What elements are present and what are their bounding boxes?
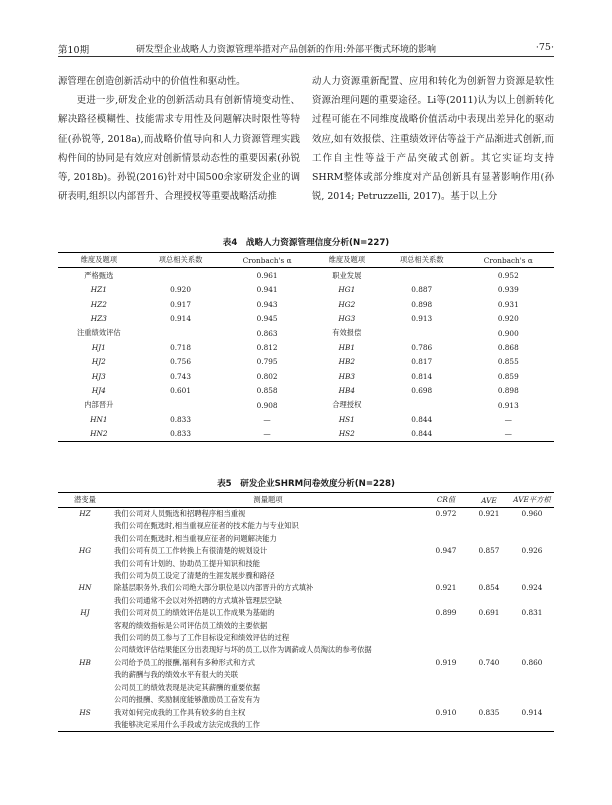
body-column-right [312,72,554,206]
table5-ave: 0.691 [478,608,500,618]
table5-ave: 0.740 [478,657,500,667]
table-row [58,508,554,521]
table4-header: 维度及题项 [313,253,381,268]
table5-cr: 0.972 [435,509,457,518]
table4-cell: 0.863 [256,328,278,338]
latent-variable: HJ [80,608,90,618]
table5-ave: 0.921 [478,509,500,518]
table4-cell: HN1 [90,414,108,424]
table5-header: 潜变量 [58,493,112,508]
table-row [58,283,554,297]
table4-header: Cronbach's α [463,253,554,268]
table4-cell [381,398,463,412]
table-row [58,312,554,326]
table4-cell: 0.858 [256,386,278,396]
measurement-item: 我们公司为员工设定了清楚的生涯发展步骤和路径 [114,571,275,581]
table-row [58,545,554,557]
table4-cell [140,268,222,283]
table5-cr: 0.919 [435,657,457,667]
measurement-item: 我们公司在甄选时,相当重视应征者的技术能力与专业知识 [114,521,299,531]
table5-ave: 0.857 [478,546,500,556]
table4-cell: — [263,429,271,439]
table5-cr: 0.899 [435,608,457,618]
table-row [58,582,554,594]
table5-sqrt: 0.960 [521,509,543,518]
table4-cell: 内部晋升 [84,400,114,410]
table4-cell: 0.833 [170,429,191,439]
measurement-item: 客观的绩效指标是公司评估员工绩效的主要依据 [114,620,268,630]
table4-header: Cronbach's α [221,253,312,268]
table4-cell: HJ2 [91,357,106,367]
table4-cell: 0.868 [497,343,519,353]
table4-cell: HJ1 [91,343,106,353]
measurement-item: 我们公司有员工工作转换上有很清楚的规划设计 [114,546,268,556]
paragraph: 源管理在创造创新活动中的价值性和驱动性。 [58,76,246,87]
table5-header: AVE [468,493,510,508]
table4-cell: 0.941 [256,285,278,295]
table5-sqrt: 0.914 [521,707,543,717]
table4-cell: 0.931 [497,299,519,309]
table-row [58,427,554,442]
measurement-item: 我们公司有计划的、协助员工提升知识和技能 [114,558,260,568]
table5-sqrt: 0.924 [521,583,543,593]
latent-variable: HN [78,583,92,593]
table4-cell: 职业发展 [332,270,362,280]
table5-ave: 0.835 [478,707,500,717]
table5-header: 测量题项 [112,493,424,508]
table4-cell: 0.814 [411,371,433,381]
table-row [58,412,554,426]
table5-header: CR值 [424,493,468,508]
table5-ave: 0.854 [478,583,500,593]
table4-cell: 0.802 [256,371,278,381]
table4-cell: HZ1 [90,285,107,295]
table4-cell: 0.961 [256,271,278,281]
table4-cell: 0.943 [256,299,278,309]
table4-cell: — [504,429,512,439]
table4-cell: 0.917 [170,299,191,309]
table4-cell: HJ4 [91,386,106,396]
table4-cell: 注重绩效评估 [76,328,121,338]
table4-cell: HG2 [338,299,356,309]
table4-cell: 0.913 [411,314,433,324]
table5-sqrt: 0.831 [521,608,543,618]
page-number: ·75· [535,42,554,53]
table4-header: 维度及题项 [58,253,140,268]
table4-cell: 0.855 [497,357,519,367]
table4-cell: HB3 [338,371,355,381]
table4-cell: — [263,414,271,424]
table4-cell: 0.920 [170,285,191,295]
latent-variable: HG [78,546,92,556]
table4-cell [381,268,463,283]
table4-caption: 表4 战略人力资源管理信度分析(N=227) [222,238,390,248]
table4-cell: 0.920 [497,314,519,324]
body-column-left [58,72,300,206]
table4-cell: 0.743 [170,371,191,381]
table4-cell: 0.945 [256,314,278,324]
table5-header: AVE平方根 [510,493,554,508]
table5-sqrt: 0.860 [521,657,543,667]
table4-cell: — [504,414,512,424]
table4-cell: 0.913 [497,400,519,410]
latent-variable: HZ [79,509,91,518]
table4 [58,252,554,442]
table-row [58,369,554,383]
table4-cell: 0.786 [411,343,433,353]
measurement-item: 我们公司的员工参与了工作目标设定和绩效评估的过程 [114,633,290,643]
table4-cell: 0.898 [411,299,433,309]
measurement-item: 我对如何完成我的工作具有较多的自主权 [114,707,246,717]
table4-cell: HJ3 [91,371,106,381]
table4-cell: 0.908 [256,400,278,410]
table-row [58,607,554,619]
table-row [58,326,554,340]
table4-cell: HZ2 [90,299,107,309]
table4-header: 项总相关系数 [140,253,222,268]
issue-number: 第10期 [58,45,90,56]
table4-cell: 0.698 [411,386,433,396]
measurement-item: 公司员工的绩效表现是决定其薪酬的重要依据 [114,682,260,692]
table-row [58,398,554,412]
table-row [58,384,554,398]
table4-cell: 0.844 [411,414,433,424]
running-title: 研发型企业战略人力资源管理举措对产品创新的作用:外部平衡式环境的影响 [136,45,437,55]
table4-cell: 0.812 [256,343,278,353]
table4-cell [140,326,222,340]
measurement-item: 我们公司对人员甄选和招聘程序相当重视 [114,509,246,518]
running-header [58,42,554,57]
table4-cell: HZ3 [90,314,107,324]
table4-header: 项总相关系数 [381,253,463,268]
measurement-item: 公司的报酬、奖励制度能够激励员工奋发有为 [114,695,260,705]
measurement-item: 我们公司通常不会以对外招聘的方式填补管理层空缺 [114,595,282,605]
table4-cell: 有效报偿 [332,328,362,338]
table5-cr: 0.947 [435,546,457,556]
latent-variable: HS [79,707,91,717]
table4-cell: 0.718 [170,343,191,353]
table4-cell: HN2 [90,429,108,439]
table4-cell: 0.817 [411,357,433,367]
measurement-item: 我们公司对员工的绩效评估是以工作成果为基础的 [114,608,275,618]
table4-cell: HB1 [338,343,355,353]
table4-cell: 严格甄选 [84,270,114,280]
table4-cell: 0.833 [170,414,191,424]
table4-cell [381,326,463,340]
table4-cell: 0.952 [497,271,519,281]
table5-sqrt: 0.926 [521,546,543,556]
table-row [58,340,554,354]
table-row [58,297,554,311]
table4-cell: 0.844 [411,429,433,439]
paragraph: 更进一步,研发企业的创新活动具有创新情境变动性、解决路径模糊性、技能需求专用性及问题解决时限性等特征(孙锐等, 2018a),而战略价值导向和人力资源管理实践构件间的协同是有效应对创新情景动态性的重要因素(孙锐等, 2018b)。孙锐(2016)针对中国500余家研发企业的调研表明,组织以内部晋升、合理授权等重要战略活动推 [58,95,300,203]
table4-cell: 0.795 [256,357,278,367]
table4-cell: 0.900 [497,328,519,338]
table4-cell: 0.756 [170,357,191,367]
measurement-item: 我们公司在甄选时,相当重视应征者的问题解决能力 [114,533,277,543]
table4-cell: 0.887 [411,285,433,295]
measurement-item: 公司绩效评估结果能区分出表现好与坏的员工,以作为调薪或人员淘汰的参考依据 [114,645,372,655]
latent-variable: HB [79,657,91,667]
table-row [58,268,554,283]
table5 [58,492,554,732]
table4-cell: HS1 [338,414,355,424]
measurement-item: 我的薪酬与我的绩效水平有很大的关联 [114,670,239,680]
table4-cell: 0.601 [170,386,191,396]
table5-caption: 表5 研发企业SHRM问卷效度分析(N=228) [217,479,395,489]
table5-cr: 0.910 [435,707,457,717]
paragraph: 动人力资源重新配置、应用和转化为创新智力资源是软性资源治理问题的重要途径。Li等(2011)认为以上创新转化过程可能在不同维度战略价值活动中表现出差异化的驱动效应,如有效报偿、注重绩效评估等益于产品渐进式创新,而工作自主性等益于产品突破式创新。其它实证均支持SHRM整体或部分维度对产品创新具有显著影响作用(孙锐, 2014; Petruzzelli, 2017)。基于以上分 [312,76,554,203]
table4-cell: 0.914 [170,314,191,324]
table4-cell: 0.939 [497,285,519,295]
table5-cr: 0.921 [435,583,457,593]
table4-cell: HB2 [338,357,355,367]
table4-cell: HB4 [338,386,355,396]
table-row [58,355,554,369]
table4-cell: HG3 [338,314,356,324]
table4-cell [140,398,222,412]
table4-cell: HS2 [338,429,355,439]
table4-cell: 0.898 [497,386,519,396]
measurement-item: 我能够决定采用什么手段或方法完成我的工作 [114,719,260,729]
table4-cell: 0.859 [497,371,519,381]
table-row [58,657,554,669]
table4-cell: 合理授权 [332,400,362,410]
table-row [58,707,554,719]
measurement-item: 公司给予员工的报酬,福利有多种形式和方式 [114,657,255,667]
table4-cell: HG1 [338,285,356,295]
measurement-item: 除基层职务外,我们公司绝大部分职位是以内部晋升的方式填补 [114,583,314,593]
